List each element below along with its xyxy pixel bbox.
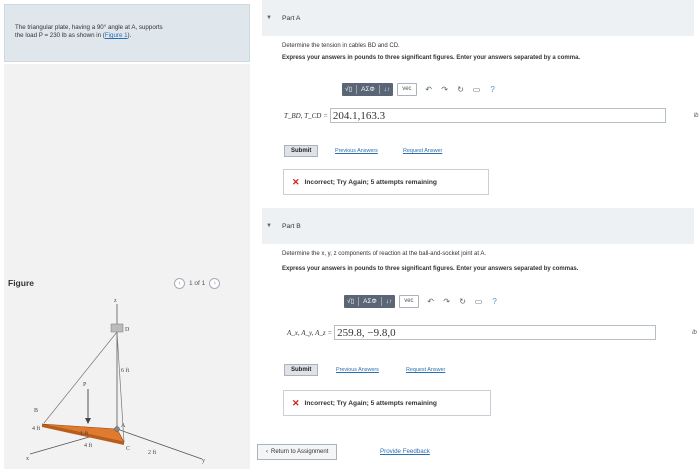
chevron-down-icon[interactable]: ▼ [266, 15, 272, 21]
redo-icon[interactable]: ↷ [441, 84, 448, 94]
square-root-icon[interactable]: √▯ [347, 298, 355, 305]
part-b-answer-input[interactable]: 259.8, −9.8,0 [334, 325, 656, 340]
chevron-left-icon: ‹ [266, 449, 268, 455]
help-icon[interactable]: ? [490, 84, 495, 94]
part-a-request-answer-link[interactable]: Request Answer [403, 148, 443, 154]
label-b: B [34, 408, 39, 414]
part-a-answer-row [284, 108, 699, 123]
part-a-title: Part A [281, 14, 301, 22]
part-a-header[interactable] [262, 0, 694, 36]
part-a-submit-button[interactable]: Submit [284, 145, 318, 157]
undo-icon[interactable]: ↶ [425, 84, 432, 94]
part-a-previous-answers-link[interactable]: Previous Answers [335, 148, 378, 154]
y-axis [117, 429, 202, 459]
label-4ft-bottom: 4 ft [84, 443, 93, 449]
part-a-unit: lb [693, 112, 699, 119]
problem-statement [4, 4, 250, 62]
vector-button[interactable]: vec [397, 83, 416, 96]
figure-label: Figure [8, 278, 34, 288]
reset-icon[interactable]: ↻ [459, 296, 466, 306]
part-b-template-group [344, 295, 395, 308]
part-b-submit-button[interactable]: Submit [284, 364, 318, 376]
problem-text-line2: the load P = 230 lb as shown in (Figure 1). [15, 32, 132, 39]
part-a-feedback-text: Incorrect; Try Again; 5 attempts remaining [304, 178, 437, 186]
reset-icon[interactable]: ↻ [457, 84, 464, 94]
subscript-icon[interactable]: ↓↑ [385, 297, 393, 305]
joint-a [115, 427, 120, 432]
part-b-feedback-text: Incorrect; Try Again; 5 attempts remaining [304, 399, 437, 407]
part-b-answer-label: A_x, A_y, A_z = [287, 328, 333, 337]
part-b-unit: lb [692, 329, 697, 336]
part-b-question: Determine the x, y, z components of reaction at the ball-and-socket joint at A. [282, 251, 486, 257]
return-to-assignment-button[interactable] [257, 444, 337, 460]
part-b-title: Part B [281, 222, 301, 230]
greek-symbols-icon[interactable]: ΑΣΦ [363, 297, 377, 305]
undo-icon[interactable]: ↶ [427, 296, 434, 306]
part-b-answer-row [287, 325, 697, 340]
label-4ft-left: 4 ft [32, 426, 41, 432]
provide-feedback-link[interactable]: Provide Feedback [380, 448, 430, 455]
load-arrowhead [85, 418, 91, 424]
part-a-feedback [283, 169, 489, 195]
cable-bd [44, 332, 117, 423]
chevron-down-icon[interactable]: ▼ [266, 223, 272, 229]
label-p: P [83, 382, 87, 388]
label-y: y [202, 458, 205, 464]
label-d: D [125, 327, 130, 333]
part-b-header[interactable] [262, 208, 694, 244]
figure-diagram [22, 294, 222, 464]
chevron-right-icon[interactable]: › [209, 278, 220, 289]
part-b-toolbar [344, 294, 503, 308]
part-b-feedback [283, 390, 491, 416]
problem-text-line1: The triangular plate, having a 90° angle at A, supports [15, 24, 163, 31]
figure-link[interactable]: Figure 1 [104, 32, 128, 39]
keyboard-icon[interactable]: ▭ [472, 84, 481, 94]
part-a-toolbar [342, 82, 501, 96]
greek-symbols-icon[interactable]: ΑΣΦ [361, 85, 375, 93]
square-root-icon[interactable]: √▯ [345, 86, 353, 93]
chevron-left-icon[interactable]: ‹ [174, 278, 185, 289]
vector-button[interactable]: vec [399, 295, 418, 308]
redo-icon[interactable]: ↷ [443, 296, 450, 306]
label-1ft: 1 ft [80, 431, 89, 437]
part-a-question: Determine the tension in cables BD and CD. [282, 43, 400, 49]
support-d [111, 324, 123, 332]
label-a: A [121, 423, 126, 429]
part-a-answer-label: T_BD, T_CD = [284, 111, 328, 120]
part-a-answer-input[interactable]: 204.1,163.3 [330, 108, 666, 123]
label-2ft: 2 ft [148, 450, 157, 456]
label-z: z [114, 298, 117, 304]
part-a-instruction: Express your answers in pounds to three significant figures. Enter your answers separated by a comma. [282, 55, 581, 61]
help-icon[interactable]: ? [492, 296, 497, 306]
label-c: C [126, 446, 131, 452]
subscript-icon[interactable]: ↓↑ [383, 85, 391, 93]
pager-text: 1 of 1 [189, 280, 206, 287]
keyboard-icon[interactable]: ▭ [474, 296, 483, 306]
return-label: Return to Assignment [271, 449, 329, 455]
incorrect-x-icon: ✕ [292, 176, 300, 187]
label-6ft: 6 ft [121, 368, 130, 374]
figure-pager [174, 278, 220, 289]
part-b-instruction: Express your answers in pounds to three significant figures. Enter your answers separated by commas. [282, 266, 579, 272]
incorrect-x-icon: ✕ [292, 397, 300, 408]
part-a-template-group [342, 83, 393, 96]
label-x: x [26, 456, 29, 462]
part-b-previous-answers-link[interactable]: Previous Answers [336, 367, 379, 373]
part-b-request-answer-link[interactable]: Request Answer [406, 367, 446, 373]
